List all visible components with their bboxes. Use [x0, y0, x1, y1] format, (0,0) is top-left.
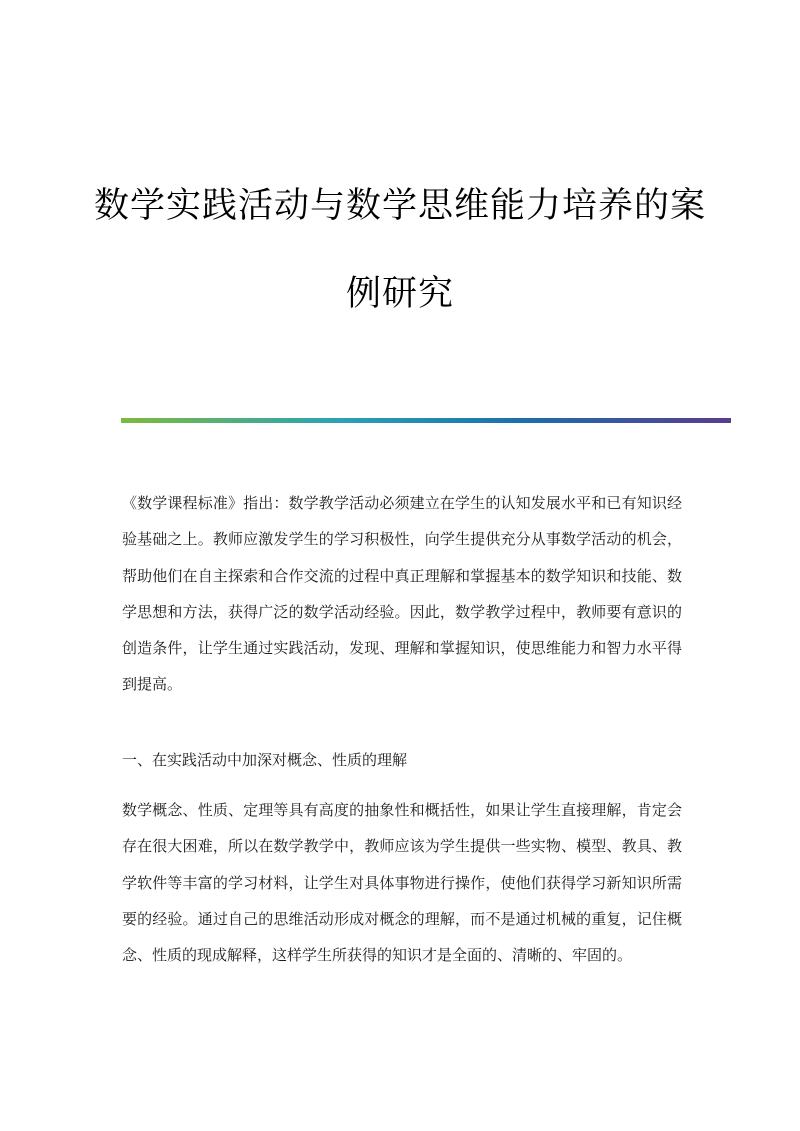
gradient-divider [121, 418, 731, 423]
intro-paragraph: 《数学课程标准》指出：数学教学活动必须建立在学生的认知发展水平和已有知识经验基础之上。教师应激发学生的学习积极性，向学生提供充分从事数学活动的机会，帮助他们在自主探索和合作交流的过程中真正理解和掌握基本的数学知识和技能、数学思想和方法，获得广泛的数学活动经验。因此，数学教学过程中，教师要有意识的创造条件，让学生通过实践活动，发现、理解和掌握知识，使思维能力和智力水平得到提高。 [122, 494, 682, 694]
section-1-heading: 一、在实践活动中加深对概念、性质的理解 [122, 751, 408, 769]
section-1-paragraph: 数学概念、性质、定理等具有高度的抽象性和概括性，如果让学生直接理解，肯定会存在很大困难，所以在数学教学中，教师应该为学生提供一些实物、模型、教具、教学软件等丰富的学习材料，让学生对具体事物进行操作，使他们获得学习新知识所需要的经验。通过自己的思维活动形成对概念的理解，而不是通过机械的重复，记住概念、性质的现成解释，这样学生所获得的知识才是全面的、清晰的、牢固的。 [122, 801, 682, 965]
document-title-line-1: 数学实践活动与数学思维能力培养的案 [93, 186, 706, 226]
document-title-line-2: 例研究 [345, 274, 454, 314]
